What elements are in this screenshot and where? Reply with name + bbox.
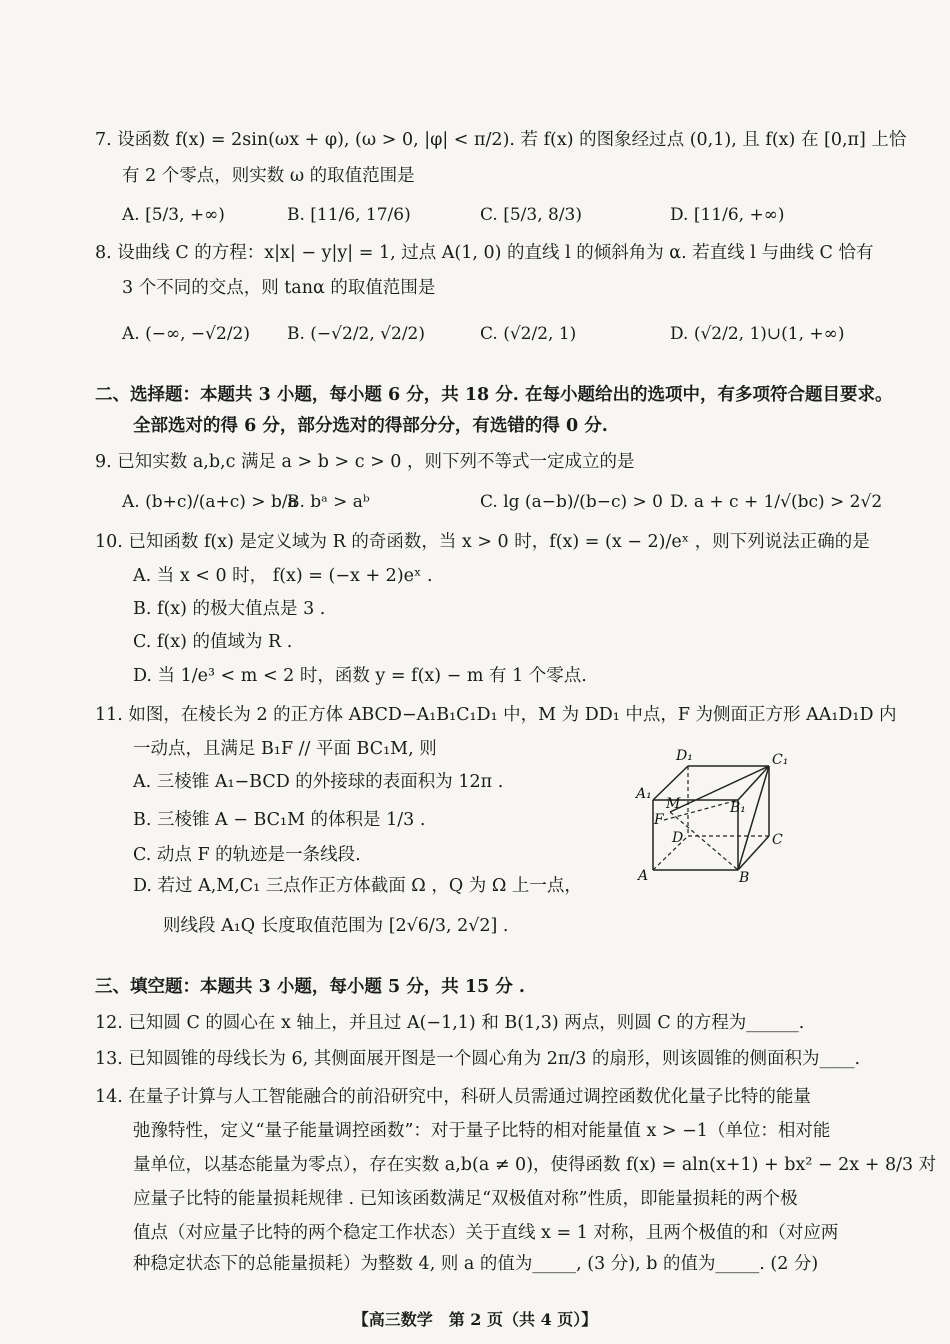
text-line-q10C: C. f(x) 的值域为 R . <box>133 632 293 652</box>
text-line-q14f: 种稳定状态下的总能量损耗）为整数 4, 则 a 的值为_____, (3 分), b 的值为_____. (2 分) <box>133 1254 819 1274</box>
text-line-q11B: B. 三棱锥 A − BC₁M 的体积是 1/3 . <box>133 810 426 830</box>
label-c1: C₁ <box>772 752 789 768</box>
text-line-q10D: D. 当 1/e³ < m < 2 时，函数 y = f(x) − m 有 1 个零点. <box>133 666 587 686</box>
edge-b-c1 <box>738 766 769 870</box>
text-line-q14e: 值点（对应量子比特的两个稳定工作状态）关于直线 x = 1 对称，且两个极值的和（对应两 <box>133 1223 839 1243</box>
option-q8B: B. (−√2/2, √2/2) <box>287 324 426 344</box>
option-q9C: C. lg (a−b)/(b−c) > 0 <box>480 492 663 512</box>
label-a: A <box>638 868 649 882</box>
text-line-q7b: 有 2 个零点，则实数 ω 的取值范围是 <box>122 166 415 186</box>
option-q9B: B. bᵃ > aᵇ <box>287 492 370 512</box>
cube-figure <box>626 742 796 882</box>
text-line-q12: 12. 已知圆 C 的圆心在 x 轴上，并且过 A(−1,1) 和 B(1,3) 两点，则圆 C 的方程为______. <box>95 1013 805 1033</box>
text-line-q10B: B. f(x) 的极大值点是 3 . <box>133 599 326 619</box>
text-line-q7a: 7. 设函数 f(x) = 2sin(ωx + φ), (ω > 0, |φ| < π/2). 若 f(x) 的图象经过点 (0,1), 且 f(x) 在 [0,π] 上恰 <box>95 130 907 150</box>
text-line-q8b: 3 个不同的交点，则 tanα 的取值范围是 <box>122 278 436 298</box>
text-line-q11D: D. 若过 A,M,C₁ 三点作正方体截面 Ω ，Q 为 Ω 上一点， <box>133 876 582 896</box>
text-line-q10A: A. 当 x < 0 时， f(x) = (−x + 2)eˣ . <box>133 566 433 586</box>
text-line-q10: 10. 已知函数 f(x) 是定义域为 R 的奇函数，当 x > 0 时，f(x) = (x − 2)/eˣ ，则下列说法正确的是 <box>95 532 870 552</box>
option-q7B: B. [11/6, 17/6) <box>287 205 411 225</box>
option-q8D: D. (√2/2, 1)∪(1, +∞) <box>670 324 845 344</box>
text-line-q14a: 14. 在量子计算与人工智能融合的前沿研究中，科研人员需通过调控函数优化量子比特的能量 <box>95 1087 811 1107</box>
label-m: M <box>666 796 681 812</box>
text-line-q11A: A. 三棱锥 A₁−BCD 的外接球的表面积为 12π . <box>133 772 504 792</box>
text-line-q14b: 弛豫特性，定义“量子能量调控函数”：对于量子比特的相对能量值 x > −1（单位：相对能 <box>133 1121 831 1141</box>
label-d1: D₁ <box>676 748 693 764</box>
text-line-q11a: 11. 如图，在棱长为 2 的正方体 ABCD−A₁B₁C₁D₁ 中，M 为 DD₁ 中点，F 为侧面正方形 AA₁D₁D 内 <box>95 705 897 725</box>
text-line-q13: 13. 已知圆锥的母线长为 6, 其侧面展开图是一个圆心角为 2π/3 的扇形，则该圆锥的侧面积为____. <box>95 1049 861 1069</box>
text-line-q11b: 一动点，且满足 B₁F // 平面 BC₁M, 则 <box>133 739 437 759</box>
text-line-s2a: 二、选择题：本题共 3 小题，每小题 6 分，共 18 分. 在每小题给出的选项中，有多项符合题目要求。 <box>95 385 893 405</box>
text-line-s2b: 全部选对的得 6 分，部分选对的得部分分，有选错的得 0 分. <box>133 416 608 436</box>
option-q7D: D. [11/6, +∞) <box>670 205 785 225</box>
text-line-q11D2: 则线段 A₁Q 长度取值范围为 [2√6/3, 2√2] . <box>163 916 509 936</box>
label-a1: A₁ <box>636 786 652 802</box>
text-line-q9: 9. 已知实数 a,b,c 满足 a > b > c > 0 ，则下列不等式一定成立的是 <box>95 452 635 472</box>
text-line-q11C: C. 动点 F 的轨迹是一条线段. <box>133 845 361 865</box>
page-footer: 【高三数学 第 2 页（共 4 页）】 <box>352 1310 598 1329</box>
edge-a1-d1 <box>653 766 688 800</box>
text-line-q14c: 量单位，以基态能量为零点），存在实数 a,b(a ≠ 0)，使得函数 f(x) = aln(x+1) + bx² − 2x + 8/3 对 <box>133 1155 937 1175</box>
option-q8A: A. (−∞, −√2/2) <box>122 324 250 344</box>
label-d: D <box>672 830 684 846</box>
option-q9A: A. (b+c)/(a+c) > b/a <box>122 492 298 512</box>
label-f: F <box>654 812 664 828</box>
text-line-q8a: 8. 设曲线 C 的方程：x|x| − y|y| = 1, 过点 A(1, 0) 的直线 l 的倾斜角为 α. 若直线 l 与曲线 C 恰有 <box>95 243 874 263</box>
text-line-q14d: 应量子比特的能量损耗规律 . 已知该函数满足“双极值对称”性质，即能量损耗的两个极 <box>133 1189 798 1209</box>
option-q7A: A. [5/3, +∞) <box>122 205 225 225</box>
label-c: C <box>772 832 783 848</box>
text-line-s3: 三、填空题：本题共 3 小题，每小题 5 分，共 15 分 . <box>95 977 525 997</box>
option-q7C: C. [5/3, 8/3) <box>480 205 582 225</box>
label-b1: B₁ <box>730 800 746 816</box>
option-q9D: D. a + c + 1/√(bc) > 2√2 <box>670 492 883 512</box>
option-q8C: C. (√2/2, 1) <box>480 324 577 344</box>
label-b: B <box>739 870 750 882</box>
